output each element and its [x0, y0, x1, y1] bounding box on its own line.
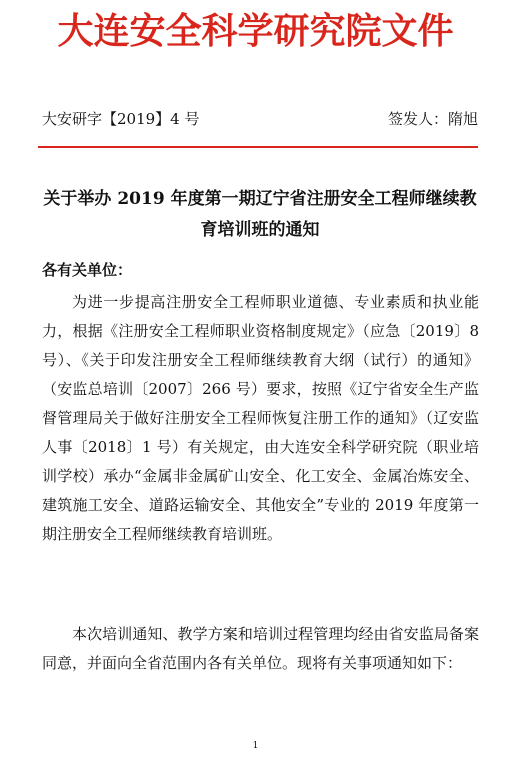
document-salutation: 各有关单位： [42, 261, 133, 279]
document-signer: 签发人：隋旭 [387, 110, 478, 128]
page-number: 1 [252, 741, 259, 751]
red-divider-line [38, 146, 478, 148]
document-masthead: 大连安全科学研究院文件 [57, 10, 454, 52]
document-meta-row [42, 108, 478, 130]
body-paragraph-2: 本次培训通知、教学方案和培训过程管理均经由省安监局备案同意，并面向全省范围内各有关单位。现将有关事项通知如下： [42, 625, 479, 672]
body-paragraph-1: 为进一步提高注册安全工程师职业道德、专业素质和执业能力，根据《注册安全工程师职业资格制度规定》（应急〔2019〕8 号）、《关于印发注册安全工程师继续教育大纲（试行）的通知》（安监总培训〔2007〕266 号）要求，按照《辽宁省安全生产监督管理局关于做好注册安全工程师恢复注册工作的通知》（辽安监人事〔2018〕1 号）有关规定，由大连安全科学研究院（职业培训学校）承办“金属非金属矿山安全、化工安全、金属冶炼安全、建筑施工安全、道路运输安全、其他安全”专业的 2019 年度第一期注册安全工程师继续教育培训班。 [42, 293, 479, 543]
document-number: 大安研字【2019】4 号 [42, 110, 200, 128]
document-title: 关于举办 2019 年度第一期辽宁省注册安全工程师继续教育培训班的通知 [43, 189, 477, 240]
